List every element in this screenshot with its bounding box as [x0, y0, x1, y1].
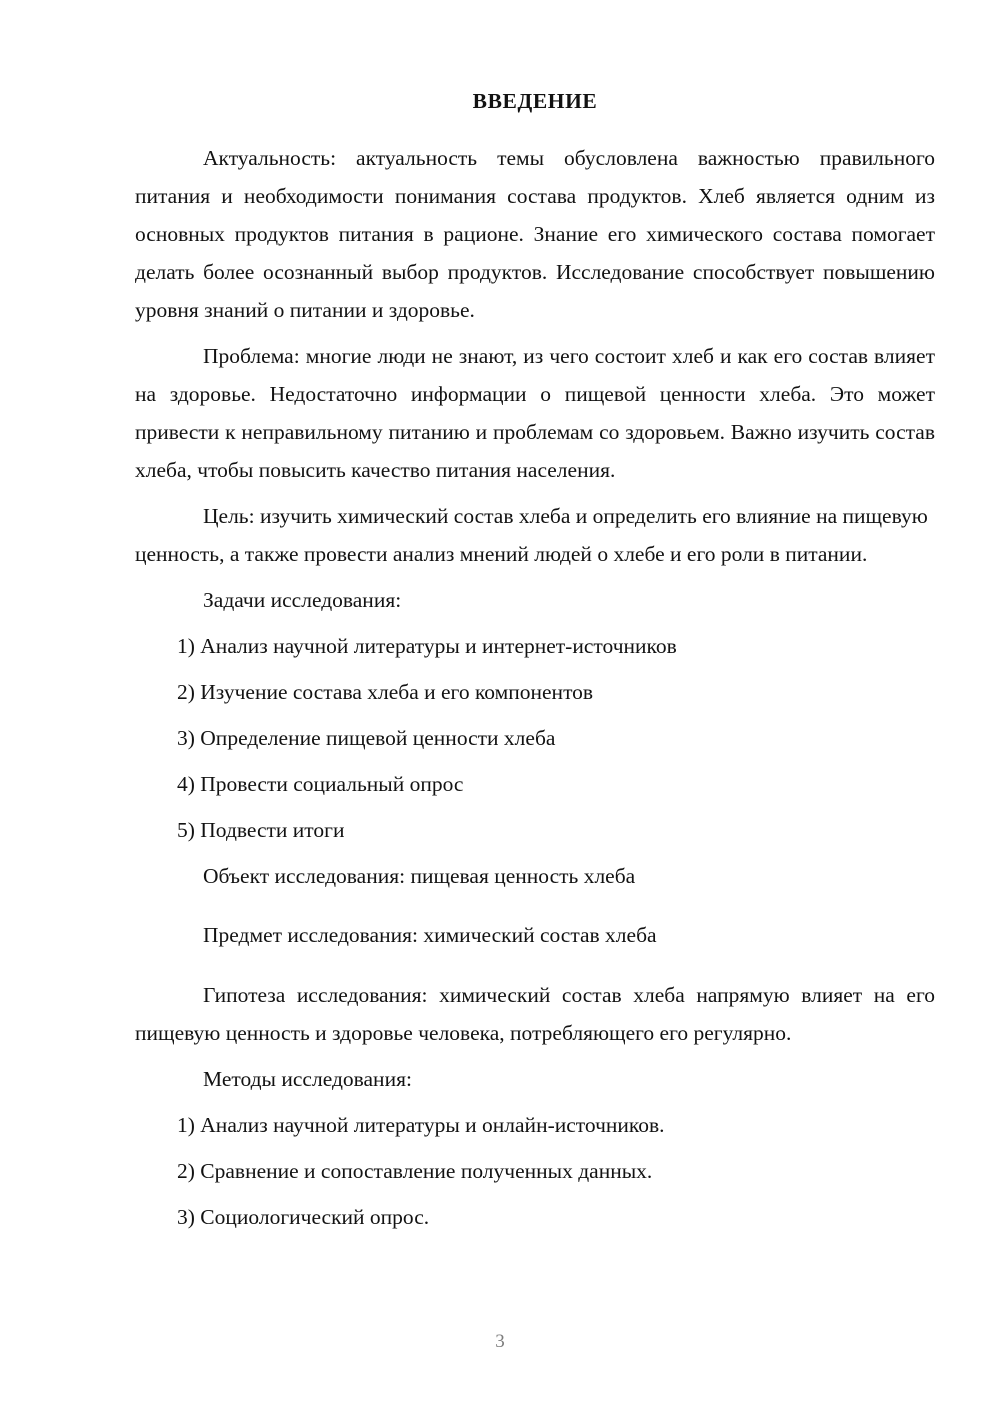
list-item: 1) Анализ научной литературы и онлайн-источников.: [177, 1112, 665, 1137]
list-item: 2) Изучение состава хлеба и его компонентов: [177, 679, 594, 704]
paragraph-relevance: Актуальность: актуальность темы обусловлена важностью правильного питания и необходимости понимания состава продуктов. Хлеб является одним из основных продуктов питания в рационе. Знание его химического состава помогает делать более осознанный выбор продуктов. Исследование способствует повышению уровня знаний о питании и здоровье.: [135, 145, 935, 322]
paragraph-goal: Цель: изучить химический состав хлеба и определить его влияние на пищевую ценность, а также провести анализ мнений людей о хлебе и его роли в питании.: [135, 503, 928, 566]
list-item: 1) Анализ научной литературы и интернет-источников: [177, 633, 677, 658]
paragraph-hypothesis: Гипотеза исследования: химический состав хлеба напрямую влияет на его пищевую ценность и здоровье человека, потребляющего его регулярно.: [135, 982, 935, 1045]
page-title: ВВЕДЕНИЕ: [472, 89, 598, 113]
paragraph-problem: Проблема: многие люди не знают, из чего состоит хлеб и как его состав влияет на здоровье. Недостаточно информации о пищевой ценности хлеба. Это может привести к неправильному питанию и проблемам со здоровьем. Важно изучить состав хлеба, чтобы повысить качество питания населения.: [135, 343, 935, 482]
methods-list: [135, 1106, 935, 1236]
tasks-heading: Задачи исследования:: [203, 587, 402, 612]
subject-of-research: Предмет исследования: химический состав хлеба: [203, 923, 657, 948]
list-item: 3) Социологический опрос.: [177, 1204, 430, 1229]
list-item: 3) Определение пищевой ценности хлеба: [177, 725, 556, 750]
list-item: 5) Подвести итоги: [177, 817, 345, 842]
methods-heading: Методы исследования:: [203, 1066, 412, 1091]
page-number: 3: [495, 1331, 505, 1352]
list-item: 4) Провести социальный опрос: [177, 771, 464, 796]
document-body: [135, 88, 935, 1236]
object-of-research: Объект исследования: пищевая ценность хлеба: [203, 863, 636, 888]
tasks-list: [135, 627, 935, 849]
list-item: 2) Сравнение и сопоставление полученных данных.: [177, 1158, 653, 1183]
